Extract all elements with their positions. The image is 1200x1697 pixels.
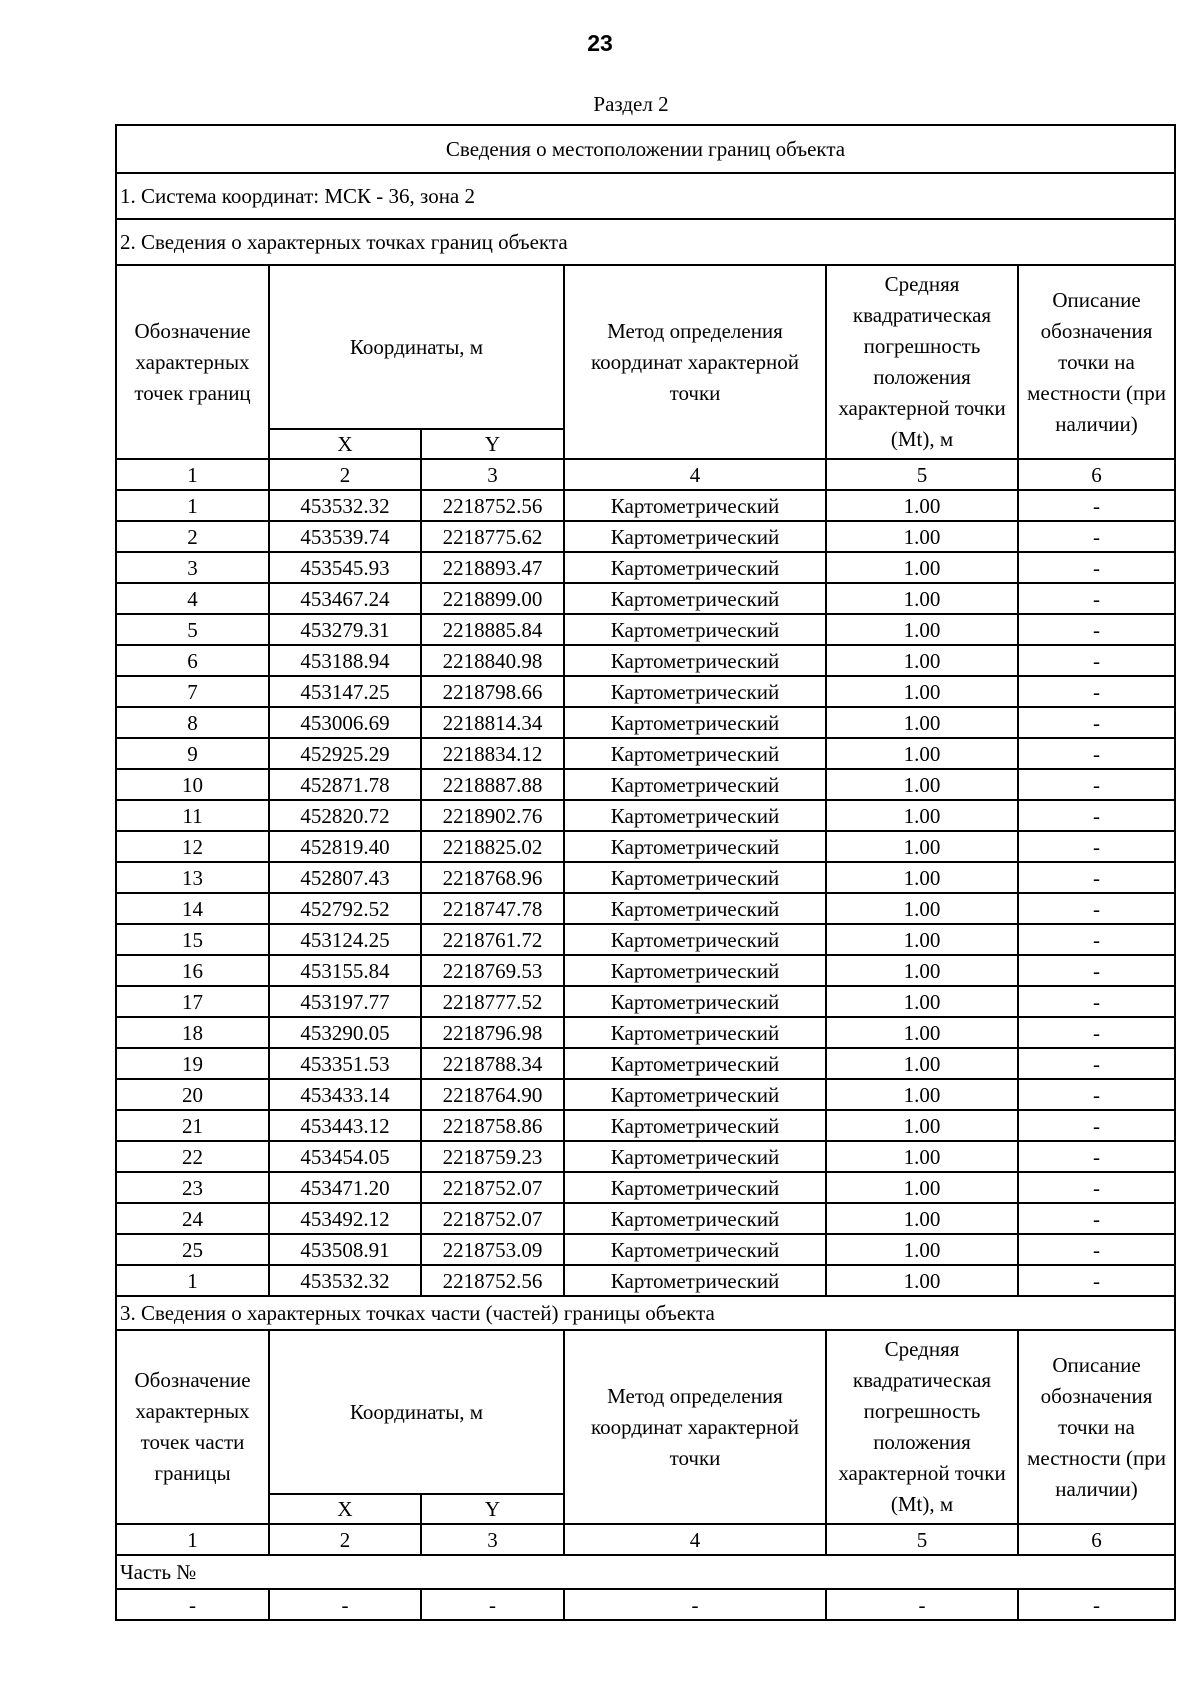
table-row: [116, 645, 1175, 676]
method: Картометрический: [564, 1265, 826, 1296]
description: -: [1018, 583, 1175, 614]
coord-y: 2218752.07: [421, 1203, 564, 1234]
description: -: [1018, 1234, 1175, 1265]
description: -: [1018, 800, 1175, 831]
table-row: [116, 583, 1175, 614]
description: -: [1018, 614, 1175, 645]
parts-column-number-row: [116, 1524, 1175, 1555]
method: Картометрический: [564, 924, 826, 955]
table-row: [116, 1110, 1175, 1141]
mt-value: 1.00: [826, 1048, 1018, 1079]
description: -: [1018, 1048, 1175, 1079]
table-row: [116, 1203, 1175, 1234]
mt-value: 1.00: [826, 800, 1018, 831]
table-row: [116, 676, 1175, 707]
parts-column-number: 3: [421, 1524, 564, 1555]
mt-value: 1.00: [826, 614, 1018, 645]
table-row: [116, 924, 1175, 955]
mt-value: 1.00: [826, 1172, 1018, 1203]
table-row: [116, 1234, 1175, 1265]
parts-column-number: 1: [116, 1524, 269, 1555]
table-row: [116, 800, 1175, 831]
mt-value: 1.00: [826, 521, 1018, 552]
mt-value: 1.00: [826, 1203, 1018, 1234]
column-number-row: [116, 459, 1175, 490]
table-row: [116, 490, 1175, 521]
mt-value: 1.00: [826, 862, 1018, 893]
coord-y: 2218759.23: [421, 1141, 564, 1172]
coord-y: 2218753.09: [421, 1234, 564, 1265]
description: -: [1018, 521, 1175, 552]
point-number: 8: [116, 707, 269, 738]
table-row: [116, 552, 1175, 583]
part-label: Часть №: [116, 1555, 1175, 1589]
description: -: [1018, 1265, 1175, 1296]
coord-y: 2218769.53: [421, 955, 564, 986]
section-title: Раздел 2: [593, 92, 669, 116]
coord-x: 453006.69: [269, 707, 421, 738]
method: Картометрический: [564, 1048, 826, 1079]
coord-y: 2218893.47: [421, 552, 564, 583]
point-number: 12: [116, 831, 269, 862]
description: -: [1018, 986, 1175, 1017]
part-cell: -: [826, 1589, 1018, 1620]
description: -: [1018, 924, 1175, 955]
description: -: [1018, 738, 1175, 769]
parts-header-method: Метод определения координат характерной точки: [564, 1330, 826, 1524]
coord-x: 452871.78: [269, 769, 421, 800]
page-number: 23: [587, 30, 613, 56]
column-number: 6: [1018, 459, 1175, 490]
coord-y: 2218788.34: [421, 1048, 564, 1079]
coord-x: 452820.72: [269, 800, 421, 831]
table-row: [116, 893, 1175, 924]
mt-value: 1.00: [826, 831, 1018, 862]
mt-value: 1.00: [826, 1017, 1018, 1048]
coord-x: 452792.52: [269, 893, 421, 924]
coord-x: 453539.74: [269, 521, 421, 552]
coord-x: 453532.32: [269, 490, 421, 521]
coord-y: 2218814.34: [421, 707, 564, 738]
method: Картометрический: [564, 614, 826, 645]
table-row: [116, 986, 1175, 1017]
description: -: [1018, 769, 1175, 800]
point-number: 14: [116, 893, 269, 924]
point-number: 17: [116, 986, 269, 1017]
point-number: 10: [116, 769, 269, 800]
coord-y: 2218899.00: [421, 583, 564, 614]
description: -: [1018, 955, 1175, 986]
method: Картометрический: [564, 1234, 826, 1265]
point-number: 16: [116, 955, 269, 986]
parts-column-number: 4: [564, 1524, 826, 1555]
description: -: [1018, 831, 1175, 862]
coord-x: 453454.05: [269, 1141, 421, 1172]
method: Картометрический: [564, 1203, 826, 1234]
point-number: 11: [116, 800, 269, 831]
table-row: [116, 521, 1175, 552]
part-cell: -: [116, 1589, 269, 1620]
column-number: 4: [564, 459, 826, 490]
table-row: [116, 1079, 1175, 1110]
coord-x: 453147.25: [269, 676, 421, 707]
coord-y: 2218752.56: [421, 1265, 564, 1296]
coord-x: 453433.14: [269, 1079, 421, 1110]
method: Картометрический: [564, 1172, 826, 1203]
coord-y: 2218840.98: [421, 645, 564, 676]
boundary-table: [115, 124, 1176, 1621]
coord-x: 453443.12: [269, 1110, 421, 1141]
table-row: [116, 1265, 1175, 1296]
header-point-designation: Обозначение характерных точек границ: [116, 265, 269, 459]
mt-value: 1.00: [826, 1110, 1018, 1141]
point-number: 22: [116, 1141, 269, 1172]
coord-y: 2218887.88: [421, 769, 564, 800]
coord-x: 453188.94: [269, 645, 421, 676]
mt-value: 1.00: [826, 924, 1018, 955]
column-number: 3: [421, 459, 564, 490]
mt-value: 1.00: [826, 986, 1018, 1017]
coord-y: 2218798.66: [421, 676, 564, 707]
point-number: 25: [116, 1234, 269, 1265]
parts-header-point-designation: Обозначение характерных точек части границы: [116, 1330, 269, 1524]
mt-value: 1.00: [826, 1234, 1018, 1265]
point-number: 1: [116, 1265, 269, 1296]
point-number: 19: [116, 1048, 269, 1079]
point-number: 1: [116, 490, 269, 521]
coord-x: 452807.43: [269, 862, 421, 893]
point-number: 2: [116, 521, 269, 552]
parts-column-number: 5: [826, 1524, 1018, 1555]
method: Картометрический: [564, 893, 826, 924]
method: Картометрический: [564, 800, 826, 831]
header-error: Средняя квадратическая погрешность положения характерной точки (Mt), м: [826, 265, 1018, 459]
column-number: 5: [826, 459, 1018, 490]
description: -: [1018, 552, 1175, 583]
point-number: 20: [116, 1079, 269, 1110]
point-number: 4: [116, 583, 269, 614]
point-number: 5: [116, 614, 269, 645]
column-number: 1: [116, 459, 269, 490]
header-y: Y: [421, 429, 564, 459]
parts-header-y: Y: [421, 1494, 564, 1524]
coord-y: 2218768.96: [421, 862, 564, 893]
mt-value: 1.00: [826, 955, 1018, 986]
coord-y: 2218775.62: [421, 521, 564, 552]
table-row: [116, 1141, 1175, 1172]
parts-header-description: Описание обозначения точки на местности (при наличии): [1018, 1330, 1175, 1524]
coord-y: 2218747.78: [421, 893, 564, 924]
table-row: [116, 614, 1175, 645]
point-number: 7: [116, 676, 269, 707]
part-row: [116, 1589, 1175, 1620]
table-row: [116, 1017, 1175, 1048]
description: -: [1018, 676, 1175, 707]
mt-value: 1.00: [826, 676, 1018, 707]
method: Картометрический: [564, 831, 826, 862]
header-coordinates: Координаты, м: [269, 265, 564, 429]
part-cell: -: [269, 1589, 421, 1620]
coordinate-system: 1. Система координат: МСК - 36, зона 2: [116, 173, 1175, 219]
coord-x: 453545.93: [269, 552, 421, 583]
coord-x: 453279.31: [269, 614, 421, 645]
method: Картометрический: [564, 1110, 826, 1141]
method: Картометрический: [564, 986, 826, 1017]
header-method: Метод определения координат характерной точки: [564, 265, 826, 459]
method: Картометрический: [564, 769, 826, 800]
mt-value: 1.00: [826, 769, 1018, 800]
method: Картометрический: [564, 552, 826, 583]
method: Картометрический: [564, 676, 826, 707]
coord-y: 2218885.84: [421, 614, 564, 645]
coord-x: 453532.32: [269, 1265, 421, 1296]
point-number: 15: [116, 924, 269, 955]
point-number: 18: [116, 1017, 269, 1048]
mt-value: 1.00: [826, 583, 1018, 614]
description: -: [1018, 1079, 1175, 1110]
method: Картометрический: [564, 862, 826, 893]
point-number: 24: [116, 1203, 269, 1234]
points-section-title: 2. Сведения о характерных точках границ объекта: [116, 219, 1175, 265]
description: -: [1018, 1141, 1175, 1172]
parts-column-number: 6: [1018, 1524, 1175, 1555]
coord-y: 2218764.90: [421, 1079, 564, 1110]
description: -: [1018, 1172, 1175, 1203]
coord-x: 453124.25: [269, 924, 421, 955]
coord-x: 453471.20: [269, 1172, 421, 1203]
mt-value: 1.00: [826, 645, 1018, 676]
coord-x: 453290.05: [269, 1017, 421, 1048]
method: Картометрический: [564, 955, 826, 986]
mt-value: 1.00: [826, 490, 1018, 521]
parts-header-coordinates: Координаты, м: [269, 1330, 564, 1494]
coord-x: 453492.12: [269, 1203, 421, 1234]
description: -: [1018, 490, 1175, 521]
table-row: [116, 707, 1175, 738]
method: Картометрический: [564, 521, 826, 552]
mt-value: 1.00: [826, 552, 1018, 583]
description: -: [1018, 893, 1175, 924]
part-cell: -: [1018, 1589, 1175, 1620]
method: Картометрический: [564, 738, 826, 769]
coord-x: 453351.53: [269, 1048, 421, 1079]
method: Картометрический: [564, 1141, 826, 1172]
method: Картометрический: [564, 707, 826, 738]
description: -: [1018, 1203, 1175, 1234]
coord-x: 452925.29: [269, 738, 421, 769]
point-number: 13: [116, 862, 269, 893]
table-row: [116, 738, 1175, 769]
method: Картометрический: [564, 1017, 826, 1048]
coord-x: 453467.24: [269, 583, 421, 614]
table-row: [116, 1172, 1175, 1203]
table-row: [116, 1048, 1175, 1079]
table-row: [116, 831, 1175, 862]
parts-header-error: Средняя квадратическая погрешность положения характерной точки (Mt), м: [826, 1330, 1018, 1524]
point-number: 9: [116, 738, 269, 769]
method: Картометрический: [564, 645, 826, 676]
table-title: Сведения о местоположении границ объекта: [116, 125, 1175, 173]
coord-y: 2218758.86: [421, 1110, 564, 1141]
coord-x: 453155.84: [269, 955, 421, 986]
coord-y: 2218902.76: [421, 800, 564, 831]
coord-y: 2218752.07: [421, 1172, 564, 1203]
table-row: [116, 955, 1175, 986]
coord-y: 2218796.98: [421, 1017, 564, 1048]
part-cell: -: [421, 1589, 564, 1620]
mt-value: 1.00: [826, 707, 1018, 738]
header-x: X: [269, 429, 421, 459]
point-number: 3: [116, 552, 269, 583]
description: -: [1018, 1017, 1175, 1048]
coord-y: 2218825.02: [421, 831, 564, 862]
coord-y: 2218752.56: [421, 490, 564, 521]
coord-y: 2218834.12: [421, 738, 564, 769]
description: -: [1018, 1110, 1175, 1141]
coord-y: 2218761.72: [421, 924, 564, 955]
parts-header-x: X: [269, 1494, 421, 1524]
mt-value: 1.00: [826, 1141, 1018, 1172]
coord-x: 453197.77: [269, 986, 421, 1017]
parts-section-title: 3. Сведения о характерных точках части (частей) границы объекта: [116, 1296, 1175, 1330]
part-cell: -: [564, 1589, 826, 1620]
method: Картометрический: [564, 583, 826, 614]
point-number: 23: [116, 1172, 269, 1203]
method: Картометрический: [564, 1079, 826, 1110]
mt-value: 1.00: [826, 1265, 1018, 1296]
coord-y: 2218777.52: [421, 986, 564, 1017]
coord-x: 452819.40: [269, 831, 421, 862]
mt-value: 1.00: [826, 738, 1018, 769]
parts-column-number: 2: [269, 1524, 421, 1555]
mt-value: 1.00: [826, 1079, 1018, 1110]
description: -: [1018, 645, 1175, 676]
point-number: 21: [116, 1110, 269, 1141]
point-number: 6: [116, 645, 269, 676]
description: -: [1018, 862, 1175, 893]
description: -: [1018, 707, 1175, 738]
table-row: [116, 862, 1175, 893]
method: Картометрический: [564, 490, 826, 521]
mt-value: 1.00: [826, 893, 1018, 924]
header-description: Описание обозначения точки на местности (при наличии): [1018, 265, 1175, 459]
column-number: 2: [269, 459, 421, 490]
table-row: [116, 769, 1175, 800]
coord-x: 453508.91: [269, 1234, 421, 1265]
